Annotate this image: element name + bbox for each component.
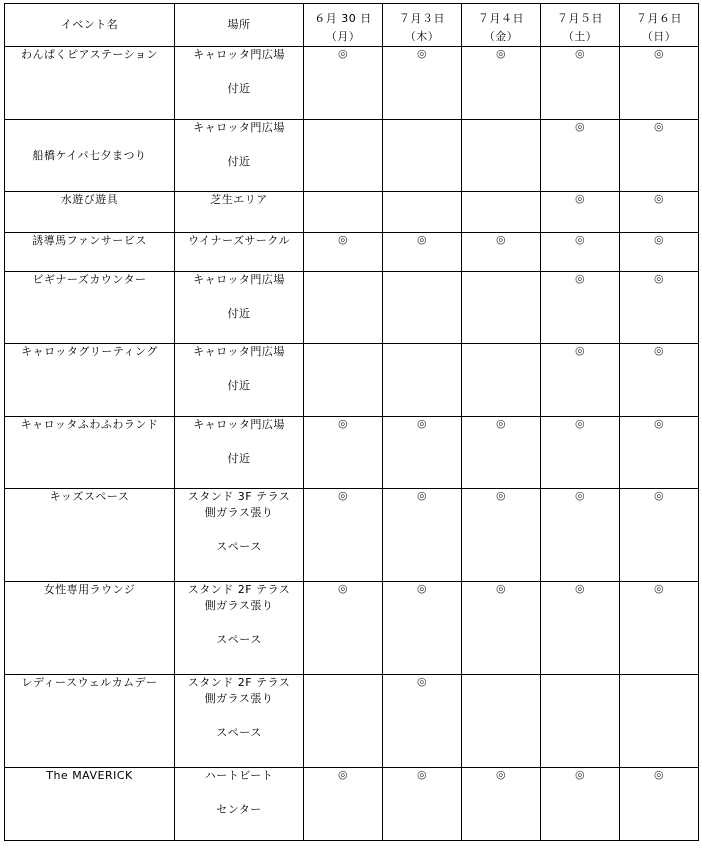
held-mark: ◎: [574, 120, 586, 133]
event-name-cell: [5, 417, 175, 489]
event-name: わんぱくピアステーション: [21, 48, 158, 61]
header-day-weekday: （土）: [562, 30, 598, 43]
place-cell: [175, 489, 304, 582]
place-line: スタンド 2F テラス: [187, 676, 291, 689]
place-cell: [175, 417, 304, 489]
day-cell: [620, 47, 699, 120]
place-line: スペース: [216, 726, 262, 739]
header-day-weekday: （金）: [483, 30, 519, 43]
place-line: キャロッタ門広場: [193, 345, 285, 358]
place-line: スタンド 3F テラス: [187, 490, 291, 503]
event-name: 誘導馬ファンサービス: [32, 234, 147, 247]
place-line: キャロッタ門広場: [193, 418, 285, 431]
day-cell: [304, 582, 383, 675]
held-mark: ◎: [574, 192, 586, 205]
held-mark: ◎: [574, 272, 586, 285]
header-day-weekday: （月）: [325, 30, 361, 43]
day-cell: [304, 489, 383, 582]
day-cell: [304, 344, 383, 417]
held-mark: ◎: [574, 417, 586, 430]
header-day-1: [304, 4, 383, 47]
event-name-cell: [5, 272, 175, 344]
place-line: スタンド 2F テラス: [187, 583, 291, 596]
header-day-5: [620, 4, 699, 47]
event-name-cell: [5, 344, 175, 417]
day-cell: [462, 47, 541, 120]
place-line: ウイナーズサークル: [187, 234, 291, 247]
day-cell: [304, 272, 383, 344]
place-line: 付近: [227, 307, 251, 320]
day-cell: [383, 582, 462, 675]
header-row: [5, 4, 699, 47]
day-cell: [620, 768, 699, 841]
header-day-date: ７月６日: [636, 12, 682, 25]
table-row: [5, 675, 699, 768]
event-name: 船橋ケイバ七夕まつり: [32, 148, 147, 162]
held-mark: ◎: [653, 233, 665, 246]
held-mark: ◎: [495, 233, 507, 246]
header-day-4: [541, 4, 620, 47]
day-cell: [383, 192, 462, 233]
held-mark: ◎: [653, 272, 665, 285]
day-cell: [304, 233, 383, 272]
day-cell: [541, 582, 620, 675]
day-cell: [304, 675, 383, 768]
held-mark: ◎: [495, 768, 507, 781]
held-mark: ◎: [337, 233, 349, 246]
event-name: キッズスペース: [49, 490, 130, 503]
day-cell: [304, 768, 383, 841]
day-cell: [541, 47, 620, 120]
day-cell: [462, 768, 541, 841]
header-place: 場所: [175, 4, 304, 47]
header-day-weekday: （日）: [641, 30, 677, 43]
place-cell: [175, 192, 304, 233]
held-mark: ◎: [495, 489, 507, 502]
day-cell: [383, 47, 462, 120]
event-name-cell: [5, 489, 175, 582]
day-cell: [620, 344, 699, 417]
held-mark: ◎: [574, 582, 586, 595]
day-cell: [304, 192, 383, 233]
table-row: [5, 489, 699, 582]
event-name: キャロッタふわふわランド: [20, 418, 159, 431]
held-mark: ◎: [495, 47, 507, 60]
header-day-weekday: （木）: [404, 30, 440, 43]
held-mark: ◎: [653, 489, 665, 502]
held-mark: ◎: [416, 675, 428, 688]
held-mark: ◎: [416, 582, 428, 595]
day-cell: [620, 582, 699, 675]
header-day-date: ７月４日: [478, 12, 524, 25]
event-schedule-table: [4, 3, 699, 841]
table-row: [5, 233, 699, 272]
held-mark: ◎: [653, 768, 665, 781]
day-cell: [541, 120, 620, 192]
header-day-date: ７月５日: [557, 12, 603, 25]
event-name-cell: [5, 582, 175, 675]
day-cell: [620, 272, 699, 344]
event-name-cell: [5, 675, 175, 768]
table-row: [5, 120, 699, 192]
held-mark: ◎: [337, 417, 349, 430]
held-mark: ◎: [574, 47, 586, 60]
day-cell: [462, 120, 541, 192]
place-cell: [175, 768, 304, 841]
event-name: 女性専用ラウンジ: [43, 583, 136, 596]
day-cell: [541, 233, 620, 272]
day-cell: [541, 675, 620, 768]
place-line: スペース: [216, 540, 262, 553]
day-cell: [541, 192, 620, 233]
held-mark: ◎: [495, 417, 507, 430]
place-cell: [175, 272, 304, 344]
place-line: 芝生エリア: [210, 193, 268, 206]
day-cell: [620, 120, 699, 192]
day-cell: [383, 675, 462, 768]
day-cell: [383, 120, 462, 192]
day-cell: [541, 417, 620, 489]
day-cell: [620, 417, 699, 489]
place-line: 付近: [227, 452, 251, 465]
day-cell: [541, 768, 620, 841]
table-row: [5, 47, 699, 120]
day-cell: [462, 192, 541, 233]
place-line: キャロッタ門広場: [193, 121, 285, 134]
held-mark: ◎: [337, 47, 349, 60]
table-row: [5, 192, 699, 233]
day-cell: [620, 233, 699, 272]
day-cell: [304, 417, 383, 489]
day-cell: [383, 272, 462, 344]
held-mark: ◎: [416, 417, 428, 430]
event-name: ビギナーズカウンター: [32, 273, 147, 286]
day-cell: [541, 272, 620, 344]
place-cell: [175, 582, 304, 675]
held-mark: ◎: [416, 47, 428, 60]
event-name-cell: [5, 192, 175, 233]
event-name: The MAVERICK: [46, 769, 133, 782]
place-line: 付近: [227, 155, 251, 168]
place-line: スペース: [216, 633, 262, 646]
table-row: [5, 582, 699, 675]
place-line: キャロッタ門広場: [193, 273, 285, 286]
day-cell: [462, 675, 541, 768]
table-row: [5, 344, 699, 417]
place-cell: [175, 233, 304, 272]
day-cell: [383, 344, 462, 417]
table-row: [5, 768, 699, 841]
held-mark: ◎: [416, 489, 428, 502]
event-name-cell: [5, 120, 175, 192]
held-mark: ◎: [574, 768, 586, 781]
held-mark: ◎: [574, 233, 586, 246]
day-cell: [383, 417, 462, 489]
day-cell: [541, 344, 620, 417]
held-mark: ◎: [416, 768, 428, 781]
day-cell: [620, 489, 699, 582]
day-cell: [462, 582, 541, 675]
day-cell: [304, 47, 383, 120]
held-mark: ◎: [653, 344, 665, 357]
day-cell: [462, 489, 541, 582]
place-line: ハートビート: [204, 769, 274, 782]
day-cell: [462, 233, 541, 272]
place-line: 付近: [227, 379, 251, 392]
day-cell: [462, 344, 541, 417]
held-mark: ◎: [574, 344, 586, 357]
held-mark: ◎: [416, 233, 428, 246]
event-name: キャロッタグリーティング: [21, 345, 158, 358]
day-cell: [462, 417, 541, 489]
place-line: 付近: [227, 82, 251, 95]
day-cell: [304, 120, 383, 192]
held-mark: ◎: [337, 582, 349, 595]
place-cell: [175, 47, 304, 120]
header-day-date: ６月 30 日: [314, 12, 372, 25]
header-event-name: イベント名: [5, 4, 175, 47]
held-mark: ◎: [337, 768, 349, 781]
held-mark: ◎: [653, 192, 665, 205]
held-mark: ◎: [574, 489, 586, 502]
held-mark: ◎: [653, 582, 665, 595]
table-row: [5, 417, 699, 489]
table-row: [5, 272, 699, 344]
held-mark: ◎: [653, 47, 665, 60]
held-mark: ◎: [653, 417, 665, 430]
held-mark: ◎: [495, 582, 507, 595]
schedule-body: [5, 47, 699, 841]
day-cell: [541, 489, 620, 582]
event-name-cell: [5, 47, 175, 120]
place-line: 側ガラス張り: [204, 692, 274, 705]
day-cell: [620, 675, 699, 768]
place-line: キャロッタ門広場: [193, 48, 285, 61]
place-cell: [175, 675, 304, 768]
event-name-cell: [5, 233, 175, 272]
header-day-3: [462, 4, 541, 47]
header-day-2: [383, 4, 462, 47]
place-line: センター: [216, 803, 262, 816]
place-cell: [175, 344, 304, 417]
held-mark: ◎: [337, 489, 349, 502]
day-cell: [620, 192, 699, 233]
day-cell: [462, 272, 541, 344]
day-cell: [383, 489, 462, 582]
day-cell: [383, 233, 462, 272]
place-line: 側ガラス張り: [204, 506, 274, 519]
event-name: 水遊び遊具: [60, 193, 119, 206]
event-name: レディースウェルカムデー: [21, 676, 158, 689]
place-cell: [175, 120, 304, 192]
held-mark: ◎: [653, 120, 665, 133]
day-cell: [383, 768, 462, 841]
place-line: 側ガラス張り: [204, 599, 274, 612]
header-day-date: ７月３日: [399, 12, 445, 25]
event-name-cell: [5, 768, 175, 841]
